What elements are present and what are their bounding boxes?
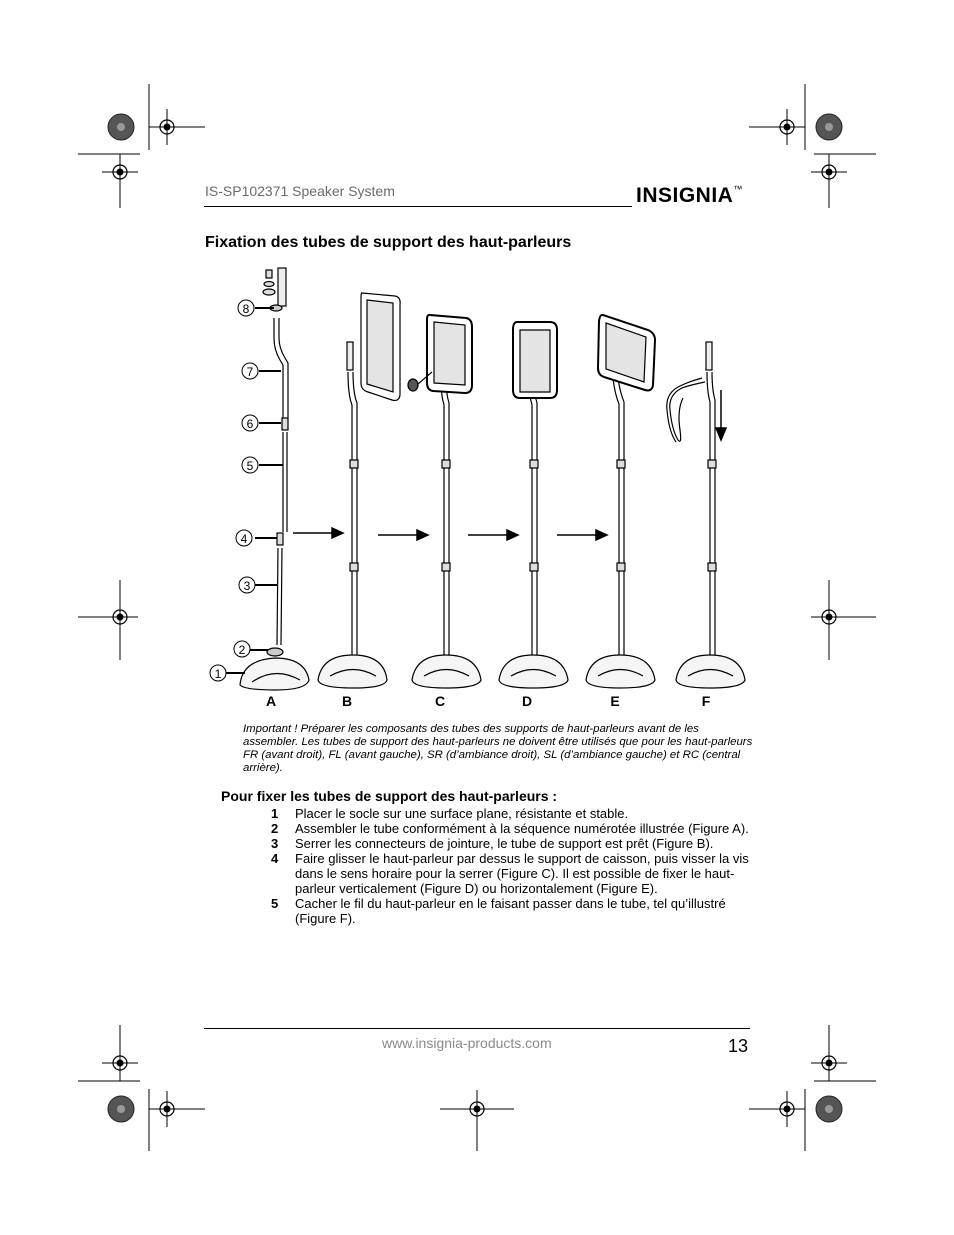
callout-1: 1 [214,667,222,681]
callout-4: 4 [240,532,248,546]
step-number: 1 [271,806,279,821]
step-text: Assembler le tube conformément à la séquence numérotée illustrée (Figure A). [295,821,749,836]
step-item [271,806,751,821]
step-item [271,851,751,896]
step-number: 5 [271,896,279,911]
stand-e [586,315,655,688]
step-number: 4 [271,851,279,866]
brand-logo-text: INSIGNIA [636,184,734,207]
step-number: 3 [271,836,279,851]
stand-f [667,342,745,688]
page-number: 13 [728,1036,749,1056]
section-title: Fixation des tubes de support des haut-parleurs [205,234,572,251]
stand-c [408,315,481,688]
step-text: Faire glisser le haut-parleur par dessus le support de caisson, puis visser la vis dans le sens horaire pour la serrer (Figure C). Il est possible de fixer le haut-parleur verticalement (Figure D) ou horizontalement (Figure E). [295,851,749,896]
stand-d [499,322,568,688]
step-item [271,836,751,851]
step-item [271,821,751,836]
callout-5: 5 [246,459,254,473]
figure-label-c: C [434,693,446,709]
callout-8: 8 [242,302,250,316]
callout-7: 7 [246,365,254,379]
speaker-b [361,293,400,401]
procedure-steps [271,806,751,926]
callout-2: 2 [238,643,246,657]
brand-logo-mark: ™ [733,184,743,194]
figure-label-f: F [701,693,711,709]
step-text: Serrer les connecteurs de jointure, le tube de support est prêt (Figure B). [295,836,714,851]
figure-label-d: D [521,693,533,709]
step-item [271,896,751,926]
document-title: IS-SP102371 Speaker System [205,183,395,199]
callout-3: 3 [243,579,251,593]
figure-label-a: A [265,693,277,709]
callout-6: 6 [246,417,254,431]
step-text: Cacher le fil du haut-parleur en le faisant passer dans le tube, tel qu’illustré (Figure F). [295,896,726,926]
step-number: 2 [271,821,279,836]
step-text: Placer le socle sur une surface plane, résistante et stable. [295,806,629,821]
footer-rule [204,1028,750,1029]
procedure-title: Pour fixer les tubes de support des haut-parleurs : [221,788,558,804]
website-link[interactable]: www.insignia-products.com [382,1035,552,1051]
important-note: Important ! Préparer les composants des tubes des supports de haut-parleurs avant de les assembler. Les tubes de support des haut-parleurs ne doivent être utilisés que pour les haut-parleurs FR (avant droit), FL (avant gauche), SR (d’ambiance droit), SL (d’ambiance gauche) et RC (central arrière). [243,723,753,774]
figure-label-e: E [610,693,620,709]
figure-label-b: B [341,693,353,709]
stand-exploded-a [240,268,309,690]
